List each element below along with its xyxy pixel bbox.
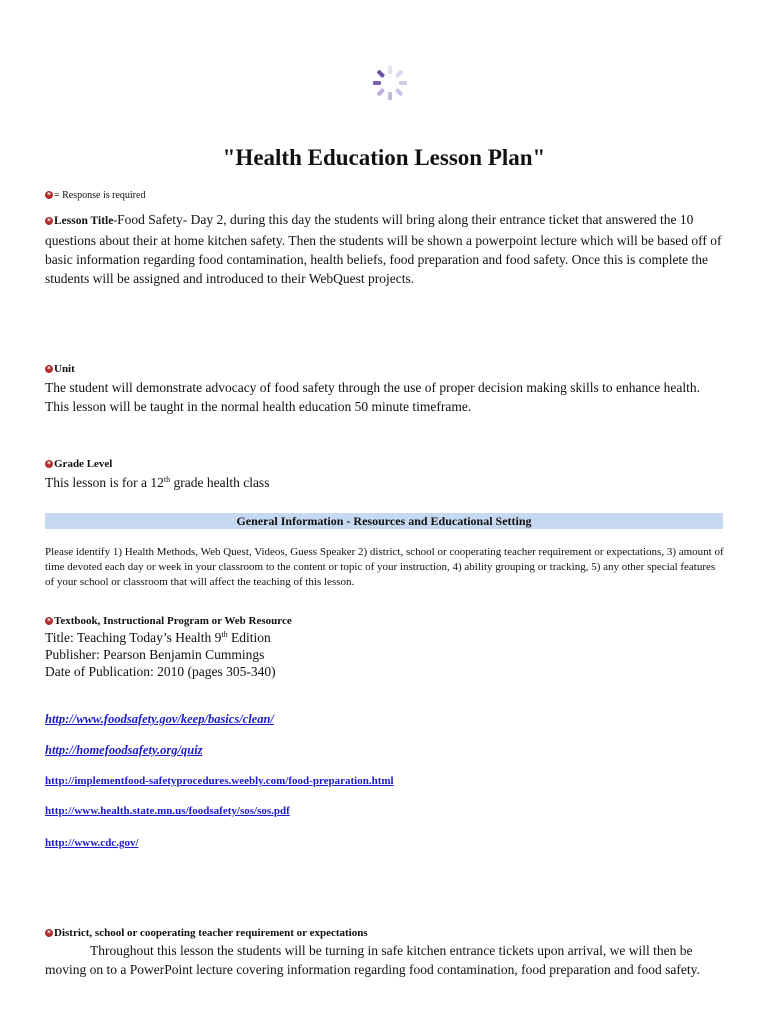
grade-heading [45, 457, 112, 471]
asterisk-icon: * [45, 460, 53, 468]
district-label: District, school or cooperating teacher requirement or expectations [54, 927, 368, 939]
lesson-title-label: Lesson Title- [54, 215, 118, 227]
asterisk-icon: * [45, 217, 53, 225]
resource-link-cdc[interactable]: http://www.cdc.gov/ [45, 837, 139, 849]
asterisk-icon: * [45, 617, 53, 625]
unit-heading [45, 362, 75, 376]
grade-ordinal: th [163, 475, 171, 484]
section-banner: General Information - Resources and Educational Setting [45, 513, 723, 529]
textbook-heading [45, 614, 292, 628]
textbook-title [45, 629, 276, 646]
resource-link-homefoodsafety[interactable]: http://homefoodsafety.org/quiz [45, 743, 203, 757]
textbook-details [45, 629, 276, 680]
resource-link-foodsafety[interactable]: http://www.foodsafety.gov/keep/basics/clean/ [45, 712, 274, 726]
resource-link-weebly[interactable]: http://implementfood-safetyprocedures.weebly.com/food-preparation.html [45, 775, 394, 787]
district-text: Throughout this lesson the students will be turning in safe kitchen entrance tickets upon arrival, we will then be moving on to a PowerPoint lecture covering information regarding food contamination, food preparation and food safety. [45, 943, 700, 977]
grade-text-end: grade health class [170, 475, 270, 490]
required-note [45, 189, 145, 203]
textbook-title-text: Title: Teaching Today’s Health 9 [45, 630, 222, 645]
asterisk-icon: * [45, 191, 53, 199]
textbook-publisher: Publisher: Pearson Benjamin Cummings [45, 647, 265, 662]
grade-label: Grade Level [54, 458, 113, 470]
asterisk-icon: * [45, 365, 53, 373]
textbook-date: Date of Publication: 2010 (pages 305-340) [45, 664, 276, 679]
unit-label: Unit [54, 363, 75, 375]
loading-spinner-icon [372, 65, 408, 101]
page-title: "Health Education Lesson Plan" [222, 145, 546, 170]
textbook-edition-ordinal: th [221, 630, 228, 639]
unit-text: The student will demonstrate advocacy of food safety through the use of proper decision making skills to enhance health. This lesson will be taught in the normal health education 50 minute timeframe. [45, 380, 700, 414]
textbook-label: Textbook, Instructional Program or Web Resource [54, 615, 292, 627]
required-note-text: = Response is required [54, 190, 146, 201]
resource-link-mn-health[interactable]: http://www.health.state.mn.us/foodsafety/sos/sos.pdf [45, 805, 290, 817]
district-heading [45, 926, 368, 940]
lesson-title-text: Food Safety- Day 2, during this day the students will bring along their entrance ticket that answered the 10 questions about their at home kitchen safety. Then the students will be shown a powerpoint lecture which will be based off of basic information regarding food contamination, health beliefs, food preparation and food safety. Once this is complete the students will be assigned and introduced to their WebQuest projects. [45, 212, 722, 286]
asterisk-icon: * [45, 929, 53, 937]
lesson-title-section [45, 210, 725, 288]
identify-instructions: Please identify 1) Health Methods, Web Quest, Videos, Guess Speaker 2) district, school or cooperating teacher requirement or expectations, 3) amount of time devoted each day or week in your classroom to the content or topic of your instruction, 4) ability grouping or tracking, 5) any other special features of your school or classroom that will affect the teaching of this lesson. [45, 546, 724, 588]
grade-text [45, 473, 725, 492]
textbook-title-end: Edition [227, 630, 271, 645]
grade-text-start: This lesson is for a 12 [45, 475, 164, 490]
